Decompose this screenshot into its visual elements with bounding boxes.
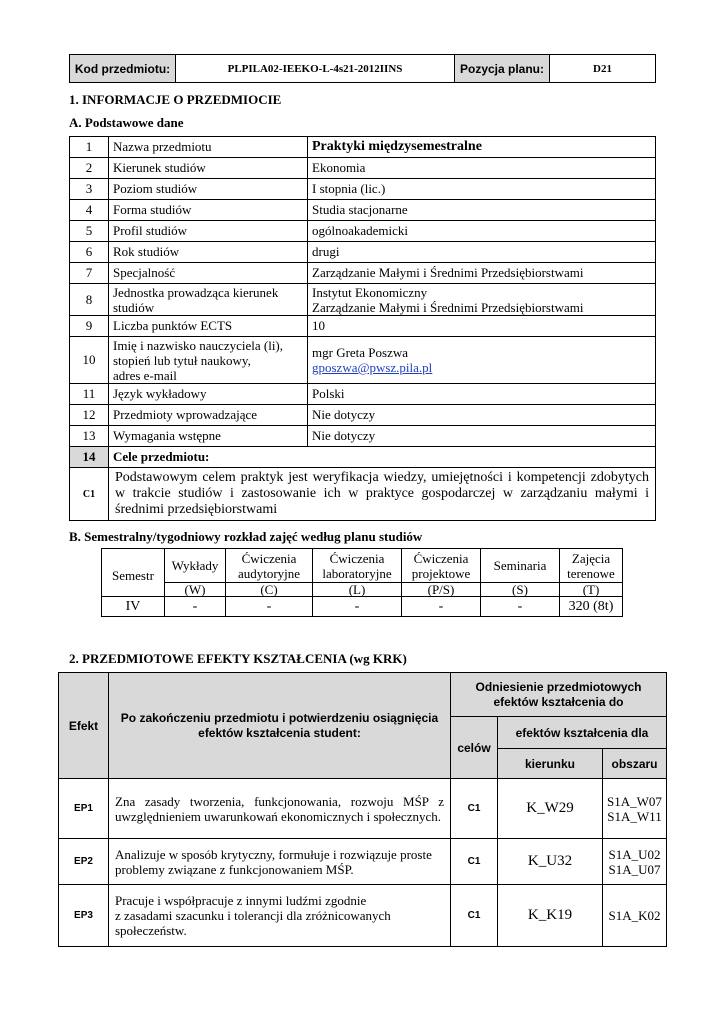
plan-position-value: D21 (550, 55, 656, 83)
ep-text: Zna zasady tworzenia, funkcjonowania, rozwoju MŚP z uwzględnieniem uwarunkowań ekonomicznych i społecznych. (109, 779, 451, 839)
sched-value: - (313, 597, 402, 617)
row-value: Nie dotyczy (308, 426, 656, 447)
h-kierunku: kierunku (498, 749, 603, 779)
row-label: Imię i nazwisko nauczyciela (li), stopień lub tytuł naukowy, adres e-mail (109, 337, 308, 384)
row-no: 6 (70, 242, 109, 263)
row-no: 4 (70, 200, 109, 221)
row-no: 11 (70, 384, 109, 405)
ep-id: EP1 (59, 779, 109, 839)
row-value: drugi (308, 242, 656, 263)
row-value: 10 (308, 316, 656, 337)
sched-h-semester: Semestr (102, 549, 165, 583)
email-link[interactable]: gposzwa@pwsz.pila.pl (312, 360, 433, 375)
header-table (69, 54, 656, 83)
c1-label: C1 (70, 468, 109, 521)
ep-kier: K_W29 (498, 779, 603, 839)
row-value: I stopnia (lic.) (308, 179, 656, 200)
ep-id: EP2 (59, 839, 109, 885)
row-label: Profil studiów (109, 221, 308, 242)
ep-text: Analizuje w sposób krytyczny, formułuje i rozwiązuje proste problemy związane z funkcjonowaniem MŚP. (109, 839, 451, 885)
row-no: 12 (70, 405, 109, 426)
row-label: Specjalność (109, 263, 308, 284)
ep-kier: K_U32 (498, 839, 603, 885)
row-value: Studia stacjonarne (308, 200, 656, 221)
row-value: Zarządzanie Małymi i Średnimi Przedsiębiorstwami (308, 263, 656, 284)
objectives-heading: Cele przedmiotu: (109, 447, 656, 468)
ep-text: Pracuje i współpracuje z innymi ludźmi zgodnie z zasadami szacunku i tolerancji dla zróżnicowanych społeczeństw. (109, 885, 451, 947)
row-no: 1 (70, 137, 109, 158)
sched-code: (T) (560, 583, 623, 597)
row-no: 5 (70, 221, 109, 242)
row-label: Jednostka prowadząca kierunek studiów (109, 284, 308, 316)
row-label: Nazwa przedmiotu (109, 137, 308, 158)
row-value: Nie dotyczy (308, 405, 656, 426)
row-no: 10 (70, 337, 109, 384)
teacher-info: mgr Greta Poszwa gposzwa@pwsz.pila.pl (308, 337, 656, 384)
ep-obsz: S1A_W07 S1A_W11 (603, 779, 667, 839)
h-efekt: Efekt (59, 673, 109, 779)
row-label: Rok studiów (109, 242, 308, 263)
h-celow: celów (451, 717, 498, 779)
basic-data-table (69, 136, 656, 521)
row-no: 2 (70, 158, 109, 179)
row-no: 14 (70, 447, 109, 468)
sched-code: (P/S) (402, 583, 481, 597)
sched-h-lab: Ćwiczenia laboratoryjne (313, 549, 402, 583)
row-no: 9 (70, 316, 109, 337)
h-reference: Odniesienie przedmiotowych efektów kształcenia do (451, 673, 667, 717)
row-value: ogólnoakademicki (308, 221, 656, 242)
row-label: Przedmioty wprowadzające (109, 405, 308, 426)
h-efekty-dla: efektów kształcenia dla (498, 717, 667, 749)
sched-value: - (481, 597, 560, 617)
row-label: Liczba punktów ECTS (109, 316, 308, 337)
sched-value: 320 (8t) (560, 597, 623, 617)
row-label: Kierunek studiów (109, 158, 308, 179)
sched-value: - (226, 597, 313, 617)
ep-cel: C1 (451, 779, 498, 839)
row-no: 7 (70, 263, 109, 284)
h-description: Po zakończeniu przedmiotu i potwierdzeniu osiągnięcia efektów kształcenia student: (109, 673, 451, 779)
c1-text: Podstawowym celem praktyk jest weryfikacja wiedzy, umiejętności i kompetencji zdobytych w trakcie studiów i zastosowanie ich w praktyce gospodarczej w zarządzaniu małymi i średnimi przedsiębiorstwami (109, 468, 656, 521)
ep-cel: C1 (451, 839, 498, 885)
sched-code: (W) (165, 583, 226, 597)
row-value: Polski (308, 384, 656, 405)
subsection-b-title: B. Semestralny/tygodniowy rozkład zajęć według planu studiów (69, 529, 423, 544)
row-no: 8 (70, 284, 109, 316)
sched-code: (L) (313, 583, 402, 597)
sched-value: - (165, 597, 226, 617)
ep-obsz: S1A_K02 (603, 885, 667, 947)
sched-h-aud: Ćwiczenia audytoryjne (226, 549, 313, 583)
ep-kier: K_K19 (498, 885, 603, 947)
sched-h-lectures: Wykłady (165, 549, 226, 583)
row-value: Ekonomia (308, 158, 656, 179)
subsection-a-title: A. Podstawowe dane (69, 115, 184, 130)
ep-obsz: S1A_U02 S1A_U07 (603, 839, 667, 885)
row-label: Wymagania wstępne (109, 426, 308, 447)
outcomes-table (58, 672, 667, 947)
section1-title: 1. INFORMACJE O PRZEDMIOCIE (69, 92, 282, 107)
row-value: Instytut Ekonomiczny Zarządzanie Małymi i Średnimi Przedsiębiorstwami (308, 284, 656, 316)
row-label: Język wykładowy (109, 384, 308, 405)
sched-h-field: Zajęcia terenowe (560, 549, 623, 583)
row-no: 3 (70, 179, 109, 200)
sched-code: (C) (226, 583, 313, 597)
course-name: Praktyki międzysemestralne (308, 137, 656, 158)
sched-value: IV (102, 597, 165, 617)
ep-id: EP3 (59, 885, 109, 947)
h-obszaru: obszaru (603, 749, 667, 779)
plan-position-label: Pozycja planu: (455, 55, 550, 83)
row-label: Forma studiów (109, 200, 308, 221)
course-code-label: Kod przedmiotu: (70, 55, 176, 83)
sched-h-seminars: Seminaria (481, 549, 560, 583)
section2-title: 2. PRZEDMIOTOWE EFEKTY KSZTAŁCENIA (wg KRK) (69, 651, 407, 666)
row-label: Poziom studiów (109, 179, 308, 200)
sched-code: (S) (481, 583, 560, 597)
ep-cel: C1 (451, 885, 498, 947)
schedule-table (101, 548, 623, 617)
row-no: 13 (70, 426, 109, 447)
sched-value: - (402, 597, 481, 617)
sched-h-proj: Ćwiczenia projektowe (402, 549, 481, 583)
course-code-value: PLPILA02-IEEKO-L-4s21-2012IINS (176, 55, 455, 83)
